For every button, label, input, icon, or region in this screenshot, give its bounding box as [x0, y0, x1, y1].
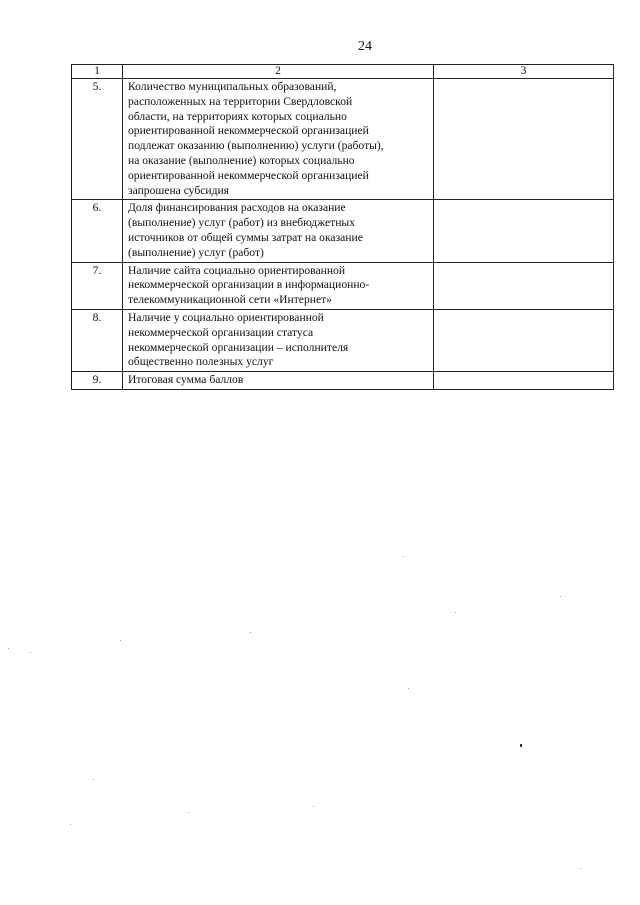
- row-number: 9.: [72, 372, 123, 390]
- criterion-text: Итоговая сумма баллов: [123, 372, 434, 390]
- score-cell: [434, 372, 614, 390]
- row-number: 8.: [72, 309, 123, 371]
- score-cell: [434, 79, 614, 200]
- score-cell: [434, 200, 614, 262]
- column-header-2: 2: [123, 65, 434, 79]
- criterion-text: Наличие у социально ориентированной некоммерческой организации статуса некоммерческой организации – исполнителя общественно полезных услуг: [123, 309, 434, 371]
- page-number: 24: [358, 39, 372, 54]
- row-number: 6.: [72, 200, 123, 262]
- table-header-row: [72, 65, 614, 79]
- score-cell: [434, 309, 614, 371]
- criteria-table: [71, 64, 614, 390]
- table-row: [72, 309, 614, 371]
- score-cell: [434, 262, 614, 309]
- criterion-text: Доля финансирования расходов на оказание (выполнение) услуг (работ) из внебюджетных источников от общей суммы затрат на оказание (выполнение) услуг (работ): [123, 200, 434, 262]
- table-row: [72, 372, 614, 390]
- table-row: [72, 79, 614, 200]
- table-row: [72, 262, 614, 309]
- row-number: 7.: [72, 262, 123, 309]
- column-header-3: 3: [434, 65, 614, 79]
- column-header-1: 1: [72, 65, 123, 79]
- criterion-text: Количество муниципальных образований, расположенных на территории Свердловской области, на территориях которых социально ориентированной некоммерческой организацией подлежат оказанию (выполнению) услуги (работы), на оказание (выполнение) которых социально ориентированной некоммерческой организацией запрошена субсидия: [123, 79, 434, 200]
- criterion-text: Наличие сайта социально ориентированной некоммерческой организации в информационно- телекоммуникационной сети «Интернет»: [123, 262, 434, 309]
- row-number: 5.: [72, 79, 123, 200]
- table-row: [72, 200, 614, 262]
